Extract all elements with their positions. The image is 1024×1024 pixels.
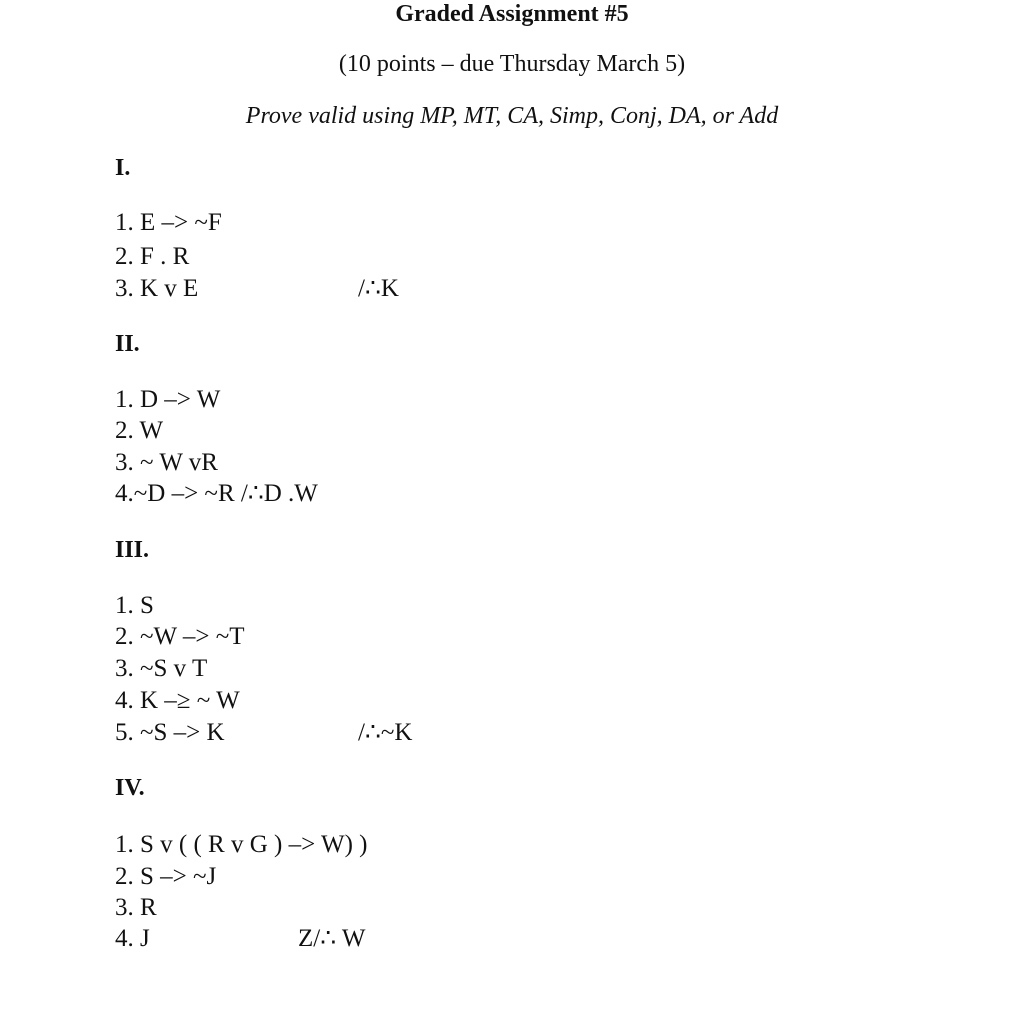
premise-i-3: 3. K v E xyxy=(115,275,199,302)
premise-i-1: 1. E –> ~F xyxy=(115,209,222,236)
section-heading-iv: IV. xyxy=(115,775,145,801)
premise-iv-4: 4. J xyxy=(115,925,150,952)
premise-ii-2: 2. W xyxy=(115,417,164,444)
conclusion-i: /∴K xyxy=(358,275,399,302)
premise-iv-3: 3. R xyxy=(115,894,157,921)
premise-iii-2: 2. ~W –> ~T xyxy=(115,623,245,650)
premise-iii-3: 3. ~S v T xyxy=(115,655,208,682)
premise-iii-1: 1. S xyxy=(115,592,154,619)
premise-iv-1: 1. S v ( ( R v G ) –> W) ) xyxy=(115,831,368,858)
premise-iii-4: 4. K –≥ ~ W xyxy=(115,687,240,714)
section-heading-ii: II. xyxy=(115,331,140,357)
section-heading-iii: III. xyxy=(115,537,150,563)
assignment-title: Graded Assignment #5 xyxy=(395,1,629,27)
premise-iv-2: 2. S –> ~J xyxy=(115,863,217,890)
section-heading-i: I. xyxy=(115,155,131,181)
premise-ii-4: 4.~D –> ~R /∴D .W xyxy=(115,480,318,507)
conclusion-iv: Z/∴ W xyxy=(298,925,366,952)
conclusion-iii: /∴~K xyxy=(358,719,413,746)
assignment-instruction: Prove valid using MP, MT, CA, Simp, Conj, DA, or Add xyxy=(245,103,779,129)
premise-ii-3: 3. ~ W vR xyxy=(115,449,218,476)
assignment-subtitle: (10 points – due Thursday March 5) xyxy=(338,51,686,77)
premise-i-2: 2. F . R xyxy=(115,243,190,270)
premise-ii-1: 1. D –> W xyxy=(115,386,221,413)
premise-iii-5: 5. ~S –> K xyxy=(115,719,225,746)
